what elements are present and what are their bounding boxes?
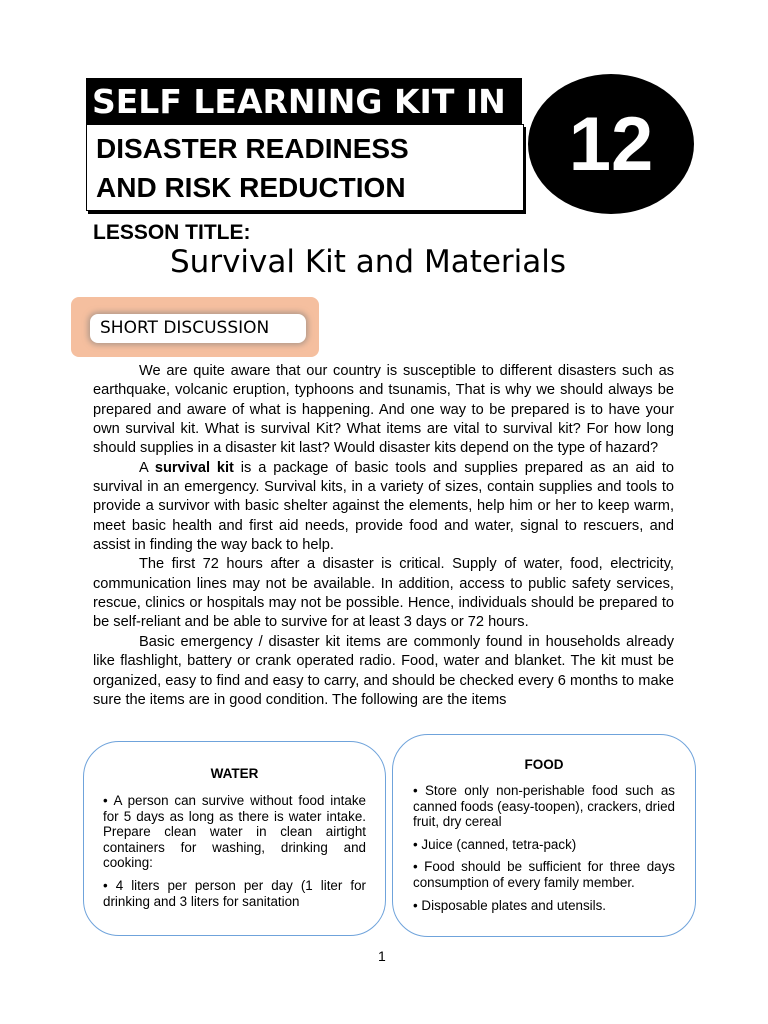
kit-title-bar bbox=[86, 78, 522, 126]
subject-box bbox=[86, 124, 524, 211]
page-number: 1 bbox=[378, 948, 386, 964]
paragraph-2-prefix: A bbox=[139, 459, 155, 476]
water-card-title: WATER bbox=[210, 766, 259, 781]
lesson-title-label: LESSON TITLE: bbox=[93, 221, 251, 244]
list-item: • Disposable plates and utensils. bbox=[413, 898, 675, 914]
list-item: • 4 liters per person per day (1 liter for drinking and 3 liters for sanitation bbox=[103, 878, 366, 909]
paragraph-2 bbox=[93, 459, 674, 556]
lesson-title: Survival Kit and Materials bbox=[170, 244, 567, 280]
discussion-body bbox=[93, 362, 674, 710]
section-tag-label: SHORT DISCUSSION bbox=[100, 318, 270, 338]
survival-kit-term: survival kit bbox=[154, 459, 234, 476]
food-card-title: FOOD bbox=[524, 757, 564, 772]
paragraph-4: Basic emergency / disaster kit items are commonly found in households already like flashlight, battery or crank operated radio. Food, water and blanket. The kit must be organized, easy to find and easy to carry, and should be checked every 6 months to make sure the items are in good condition. The following are the items bbox=[93, 633, 674, 708]
list-item: • Juice (canned, tetra-pack) bbox=[413, 837, 675, 853]
food-list bbox=[413, 783, 675, 913]
water-card-content bbox=[103, 793, 366, 916]
paragraph-1: We are quite aware that our country is susceptible to different disasters such as earthquake, volcanic eruption, typhoons and tsunamis, That is why we should always be prepared and aware of what is happening. And one way to be prepared is to have your own survival kit. What is survival Kit? What items are vital to survival kit? For how long should supplies in a disaster kit last? Would disaster kits depend on the type of hazard? bbox=[93, 363, 674, 457]
list-item: • A person can survive without food intake for 5 days as long as there is water intake. Prepare clean water in clean airtight containers for washing, drinking and cooking: bbox=[103, 793, 366, 871]
subject-line-2: AND RISK REDUCTION bbox=[96, 172, 406, 203]
food-card-content bbox=[413, 783, 675, 920]
paragraph-2-rest: is a package of basic tools and supplies prepared as an aid to survival in an emergency. Survival kits, in a variety of sizes, contain supplies and tools to provide a survivor with basic shelter against the elements, help him or her to keep warm, meet basic health and first aid needs, provide food and water, signal to rescuers, and assist in finding the way back to help. bbox=[93, 459, 674, 554]
grade-number: 12 bbox=[568, 101, 654, 187]
grade-badge bbox=[528, 74, 694, 214]
section-tag bbox=[90, 314, 306, 343]
list-item: • Food should be sufficient for three days consumption of every family member. bbox=[413, 859, 675, 890]
kit-title-text: SELF LEARNING KIT IN bbox=[92, 82, 506, 121]
paragraph-3: The first 72 hours after a disaster is critical. Supply of water, food, electricity, communication lines may not be available. In addition, access to public safety services, rescue, clinics or hospitals may not be possible. Hence, individuals should be prepared to be self-reliant and be able to survive for at least 3 days or 72 hours. bbox=[93, 556, 674, 631]
subject-line-1: DISASTER READINESS bbox=[96, 133, 409, 164]
water-list bbox=[103, 793, 366, 909]
list-item: • Store only non-perishable food such as canned foods (easy-toopen), crackers, dried fruit, dry cereal bbox=[413, 783, 675, 830]
